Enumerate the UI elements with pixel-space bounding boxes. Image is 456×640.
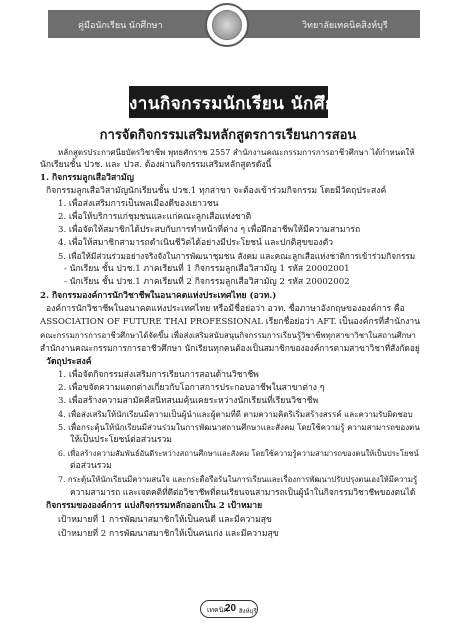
list-item: - นักเรียน ชั้น ปวช.1 ภาคเรียนที่ 1 กิจกรรมลูกเสือวิสามัญ 1 รหัส 20002001 — [64, 264, 350, 274]
list-item-continued: ต่อส่วนรวม — [70, 461, 112, 471]
list-item: 7. กระตุ้นให้นักเรียนมีความสนใจ และกระตือรือร้นในการเรียนและเรื่องการพัฒนาปรับปรุงตนเองให้มีความรู้ — [58, 475, 418, 484]
list-item-continued: ความสามารถ และเจตคติที่ดีต่อวิชาชีพที่ตนเรียนจนสามารถเป็นผู้นำในกิจกรรมวิชาชีพของตนได้ — [70, 487, 416, 497]
header-right-text: วิทยาลัยเทคนิคสิงห์บุรี — [302, 20, 388, 30]
body-line: คณะกรรมการการอาชีวศึกษาได้จัดขึ้น เพื่อส่งเสริมสนับสนุนกิจกรรมการเรียนรู้วิชาชีพทุกสาขาวิชาในสถานศึกษา — [40, 331, 416, 340]
list-item: 3. เพื่อสร้างความสามัคคีสนิทสนมคุ้นเคยระหว่างนักเรียนที่เรียนวิชาชีพ — [58, 396, 319, 406]
list-item: - นักเรียน ชั้น ปวช.1 ภาคเรียนที่ 2 กิจกรรมลูกเสือวิสามัญ 2 รหัส 20002002 — [64, 277, 350, 287]
list-item: 2. เพื่อขจัดความแตกต่างเกี่ยวกับโอกาสการประกอบอาชีพในสาขาต่าง ๆ — [58, 383, 325, 393]
page-number: 20 — [225, 603, 237, 614]
page-subtitle: การจัดกิจกรรมเสริมหลักสูตรการเรียนการสอน — [99, 128, 357, 143]
body-line: กิจกรรมลูกเสือวิสามัญนักเรียนชั้น ปวช.1 ทุกสาขา จะต้องเข้าร่วมกิจกรรม โดยมีวัตถุประสงค์ — [46, 186, 387, 196]
list-item: 4. เพื่อให้สมาชิกสามารถดำเนินชีวิตได้อย่างมีประโยชน์ และปกติสุขของตัว — [58, 238, 334, 248]
section-banner — [129, 86, 358, 118]
footer-suffix: สิงห์บุรี — [239, 609, 257, 615]
list-item: 5. เพื่อกระตุ้นให้นักเรียนมีส่วนร่วมในการพัฒนาสถานศึกษาและสังคม โดยใช้ความรู้ ความสามารถของตน — [58, 423, 420, 432]
list-item: เป้าหมายที่ 1 การพัฒนาสมาชิกให้เป็นคนดี และมีความสุข — [58, 515, 272, 525]
header-left-text: คู่มือนักเรียน นักศึกษา — [78, 20, 163, 30]
list-item: เป้าหมายที่ 2 การพัฒนาสมาชิกให้เป็นคนเก่ง และมีความสุข — [58, 529, 279, 539]
body-line: หลักสูตรประกาศนียบัตรวิชาชีพ พุทธศักราช 2557 สำนักงานคณะกรรมการการอาชีวศึกษา ได้กำหนดให้ — [58, 148, 415, 157]
list-item: 3. เพื่อจัดให้สมาชิกได้ประสบกับการทำหน้าที่ต่าง ๆ เพื่อฝึกอาชีพให้มีความสามารถ — [58, 225, 361, 235]
subsection-heading: วัตถุประสงค์ — [46, 357, 92, 367]
list-item: 6. เพื่อสร้างความสัมพันธ์อันดีระหว่างสถานศึกษาและสังคม โดยใช้ความรู้ความสามารถของตนให้เป็นประโยชน์ — [58, 449, 419, 458]
page-number-badge — [200, 600, 258, 618]
footer-prefix: เทคนิค — [207, 607, 229, 614]
section-heading: 1. กิจกรรมลูกเสือวิสามัญ — [40, 173, 134, 183]
list-item: 4. เพื่อส่งเสริมให้นักเรียนมีความเป็นผู้นำและผู้ตามที่ดี ตามความคิดริเริ่มสร้างสรรค์ และความรับผิดชอบ — [58, 410, 413, 419]
list-item-continued: ให้เป็นประโยชน์ต่อส่วนรวม — [70, 435, 172, 445]
section-heading: 2. กิจกรรมองค์การนักวิชาชีพในอนาคตแห่งประเทศไทย (อวท.) — [40, 291, 277, 301]
subsection-heading: กิจกรรมขององค์การ แบ่งกิจกรรมหลักออกเป็น 2 เป้าหมาย — [46, 501, 263, 511]
college-seal-logo — [205, 3, 249, 47]
list-item: 2. เพื่อให้บริการแก่ชุมชนและแก่คณะลูกเสือแห่งชาติ — [58, 212, 252, 222]
body-line: องค์การนักวิชาชีพในอนาคตแห่งประเทศไทย หรือมีชื่อย่อว่า อวท. ชื่อภาษาอังกฤษขององค์การ คือ — [46, 304, 405, 314]
body-line: ASSOCIATION OF FUTURE THAI PROFESSIONAL เรียกชื่อย่อว่า AFT. เป็นองค์กรที่สำนักงาน — [40, 317, 421, 327]
list-item: 1. เพื่อส่งเสริมการเป็นพลเมืองดีของเยาวชน — [58, 199, 219, 209]
banner-title: งานกิจกรรมนักเรียน นักศึกษา — [129, 94, 358, 114]
body-line: สำนักงานคณะกรรมการการอาชีวศึกษา นักเรียนทุกคนต้องเป็นสมาชิกขององค์การตามสาขาวิชาที่สังกัดอยู่ — [40, 343, 420, 353]
list-item: 1. เพื่อจัดกิจกรรมส่งเสริมการเรียนการสอนด้านวิชาชีพ — [58, 370, 259, 380]
list-item: 5. เพื่อให้มีส่วนร่วมอย่างจริงจังในการพัฒนาชุมชน สังคม และคณะลูกเสือแห่งชาติการเข้าร่วมกิจกรรม — [58, 251, 416, 261]
body-line: นักเรียนชั้น ปวช. และ ปวส. ต้องผ่านกิจกรรมเสริมหลักสูตรดังนี้ — [40, 160, 272, 170]
page-header — [0, 0, 456, 52]
